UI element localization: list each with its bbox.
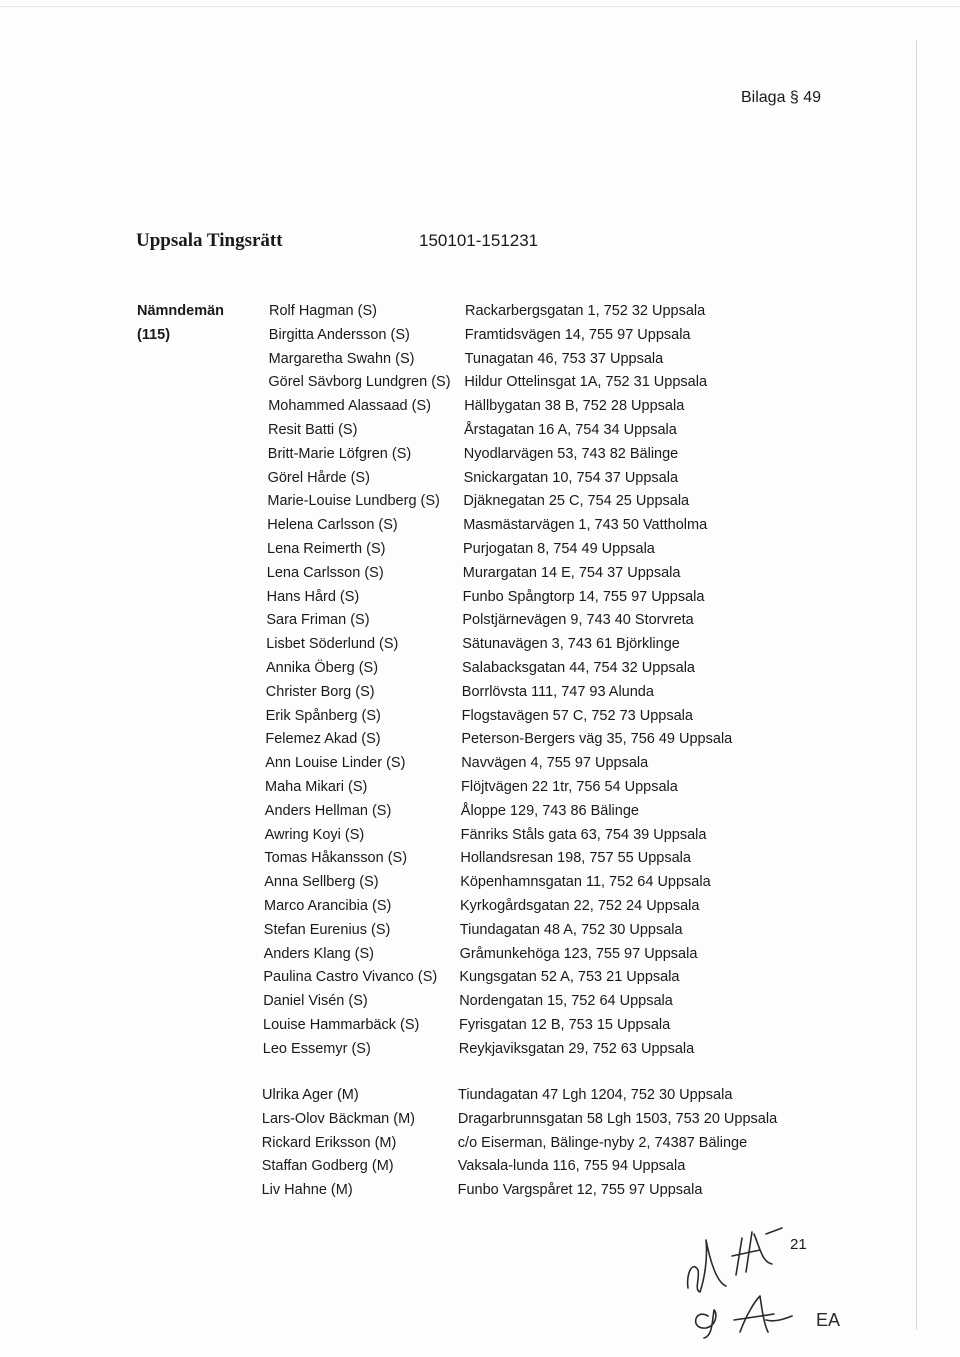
member-address: Navvägen 4, 755 97 Uppsala: [461, 755, 649, 772]
member-row: [0, 874, 960, 898]
member-name: Sara Friman (S): [266, 612, 370, 629]
member-name: Birgitta Andersson (S): [268, 326, 410, 343]
member-row: [0, 803, 960, 827]
handwritten-initials: [670, 1220, 870, 1340]
member-address: Gråmunkehöga 123, 755 97 Uppsala: [459, 945, 698, 962]
member-name: Rolf Hagman (S): [269, 303, 377, 319]
member-name: Lena Reimerth (S): [267, 541, 386, 557]
member-address: Hildur Ottelinsgat 1A, 752 31 Uppsala: [464, 374, 708, 391]
initials-ea: EA: [816, 1310, 841, 1330]
member-name: Rickard Eriksson (M): [261, 1134, 397, 1151]
member-name: Ann Louise Linder (S): [265, 755, 406, 772]
member-address: Flogstavägen 57 C, 752 73 Uppsala: [461, 707, 693, 724]
member-address: Nordengatan 15, 752 64 Uppsala: [459, 993, 673, 1010]
member-address: Nyodlarvägen 53, 743 82 Bälinge: [463, 445, 679, 462]
member-row: [0, 351, 960, 375]
member-address: Hällbygatan 38 B, 752 28 Uppsala: [464, 398, 685, 415]
member-row: [0, 898, 960, 922]
member-address: Rackarbergsgatan 1, 752 32 Uppsala: [465, 303, 706, 319]
member-name: Felemez Akad (S): [265, 731, 381, 748]
member-name: Mohammed Alassaad (S): [268, 398, 431, 415]
member-name: Helena Carlsson (S): [267, 517, 398, 534]
member-name: Daniel Visén (S): [263, 993, 368, 1010]
member-name: Marie-Louise Lundberg (S): [267, 493, 440, 510]
member-row: [0, 684, 960, 708]
member-address: Murargatan 14 E, 754 37 Uppsala: [462, 564, 681, 581]
member-row: [0, 827, 960, 851]
member-name: Lisbet Söderlund (S): [266, 636, 399, 653]
member-name: Lena Carlsson (S): [266, 564, 384, 581]
member-name: Paulina Castro Vivanco (S): [263, 969, 438, 986]
member-address: Salabacksgatan 44, 754 32 Uppsala: [462, 660, 695, 676]
member-address: Fänriks Ståls gata 63, 754 39 Uppsala: [460, 826, 707, 843]
member-row: [0, 1111, 960, 1135]
member-address: Borrlövsta 111, 747 93 Alunda: [461, 683, 654, 700]
period-label: 150101-151231: [419, 231, 539, 250]
member-address: Reykjaviksgatan 29, 752 63 Uppsala: [458, 1040, 695, 1057]
member-name: Stefan Eurenius (S): [263, 921, 391, 938]
member-name: Resit Batti (S): [268, 422, 358, 438]
member-row: [0, 993, 960, 1017]
member-address: Tunagatan 46, 753 37 Uppsala: [464, 350, 664, 367]
member-row: [0, 374, 960, 398]
member-row: [0, 398, 960, 422]
member-name: Hans Hård (S): [266, 588, 360, 605]
member-row: [0, 1087, 960, 1111]
member-address: Kyrkogårdsgatan 22, 752 24 Uppsala: [460, 898, 700, 914]
member-name: Leo Essemyr (S): [262, 1040, 371, 1057]
member-row: [0, 731, 960, 755]
member-row: [0, 446, 960, 470]
initials-stroke-3: [696, 1310, 716, 1338]
member-address: Dragarbrunnsgatan 58 Lgh 1503, 753 20 Uppsala: [457, 1110, 778, 1127]
member-row: [0, 850, 960, 874]
member-name: Louise Hammarbäck (S): [263, 1017, 420, 1033]
member-name: Lars-Olov Bäckman (M): [261, 1110, 415, 1127]
member-row: [0, 517, 960, 541]
member-row: [0, 708, 960, 732]
member-row: [0, 755, 960, 779]
member-row: [0, 422, 960, 446]
member-address: Peterson-Bergers väg 35, 756 49 Uppsala: [461, 731, 733, 748]
member-row: [0, 589, 960, 613]
member-address: Hollandsresan 198, 757 55 Uppsala: [460, 850, 691, 867]
member-name: Görel Hårde (S): [267, 469, 370, 486]
member-address: Köpenhamnsgatan 11, 752 64 Uppsala: [460, 874, 711, 891]
member-row: [0, 922, 960, 946]
member-address: Flöjtvägen 22 1tr, 756 54 Uppsala: [461, 779, 678, 795]
initials-stroke-2: [732, 1228, 782, 1275]
member-address: Polstjärnevägen 9, 743 40 Storvreta: [462, 612, 694, 629]
member-address: Funbo Spångtorp 14, 755 97 Uppsala: [462, 588, 705, 605]
page-edge-line: [0, 6, 960, 7]
member-row: [0, 1135, 960, 1159]
member-name: Erik Spånberg (S): [265, 707, 381, 724]
member-row: [0, 303, 960, 327]
member-row: [0, 327, 960, 351]
member-row: [0, 470, 960, 494]
page-number: 21: [790, 1236, 807, 1253]
member-address: c/o Eiserman, Bälinge-nyby 2, 74387 Bälinge: [457, 1134, 748, 1151]
member-row: [0, 946, 960, 970]
member-address: Djäknegatan 25 C, 754 25 Uppsala: [463, 493, 690, 510]
member-name: Annika Öberg (S): [266, 660, 379, 676]
member-name: Ulrika Ager (M): [262, 1087, 359, 1103]
member-address: Åloppe 129, 743 86 Bälinge: [460, 802, 639, 819]
member-row: [0, 612, 960, 636]
member-row: [0, 636, 960, 660]
member-address: Kungsgatan 52 A, 753 21 Uppsala: [459, 969, 680, 986]
member-address: Vaksala-lunda 116, 755 94 Uppsala: [457, 1158, 686, 1175]
member-address: Purjogatan 8, 754 49 Uppsala: [463, 541, 655, 557]
member-name: Britt-Marie Löfgren (S): [267, 445, 412, 462]
member-address: Sätunavägen 3, 743 61 Björklinge: [462, 636, 680, 653]
member-row: [0, 779, 960, 803]
member-address: Fyrisgatan 12 B, 753 15 Uppsala: [459, 1017, 671, 1033]
member-address: Funbo Vargspåret 12, 755 97 Uppsala: [457, 1182, 703, 1199]
member-address: Masmästarvägen 1, 743 50 Vattholma: [463, 517, 708, 534]
member-row: [0, 1017, 960, 1041]
member-row: [0, 493, 960, 517]
member-address: Framtidsvägen 14, 755 97 Uppsala: [464, 326, 691, 343]
member-name: Görel Sävborg Lundgren (S): [268, 374, 451, 391]
role-label: Nämndemän: [137, 303, 225, 319]
appendix-label: Bilaga § 49: [741, 89, 822, 106]
member-address: Snickargatan 10, 754 37 Uppsala: [463, 469, 679, 486]
member-row: [0, 1158, 960, 1182]
member-name: Staffan Godberg (M): [261, 1158, 394, 1175]
court-title: Uppsala Tingsrätt: [136, 230, 283, 251]
member-address: Tiundagatan 47 Lgh 1204, 752 30 Uppsala: [458, 1087, 733, 1103]
member-row: [0, 660, 960, 684]
initials-stroke-1: [688, 1240, 726, 1292]
initials-stroke-4: [734, 1296, 792, 1332]
member-name: Liv Hahne (M): [261, 1182, 353, 1199]
member-address: Årstagatan 16 A, 754 34 Uppsala: [464, 422, 677, 438]
member-address: Tiundagatan 48 A, 752 30 Uppsala: [459, 921, 683, 938]
member-row: [0, 969, 960, 993]
member-name: Awring Koyi (S): [264, 826, 365, 843]
member-name: Anna Sellberg (S): [264, 874, 379, 891]
member-row: [0, 1182, 960, 1206]
member-name: Tomas Håkansson (S): [264, 850, 408, 867]
member-row: [0, 1041, 960, 1065]
role-count: (115): [137, 327, 171, 343]
member-name: Maha Mikari (S): [265, 779, 368, 795]
member-name: Marco Arancibia (S): [264, 898, 392, 914]
member-name: Anders Klang (S): [263, 945, 375, 962]
member-name: Margaretha Swahn (S): [268, 350, 415, 367]
member-name: Christer Borg (S): [265, 683, 375, 700]
member-row: [0, 541, 960, 565]
member-name: Anders Hellman (S): [264, 802, 392, 819]
member-row: [0, 565, 960, 589]
